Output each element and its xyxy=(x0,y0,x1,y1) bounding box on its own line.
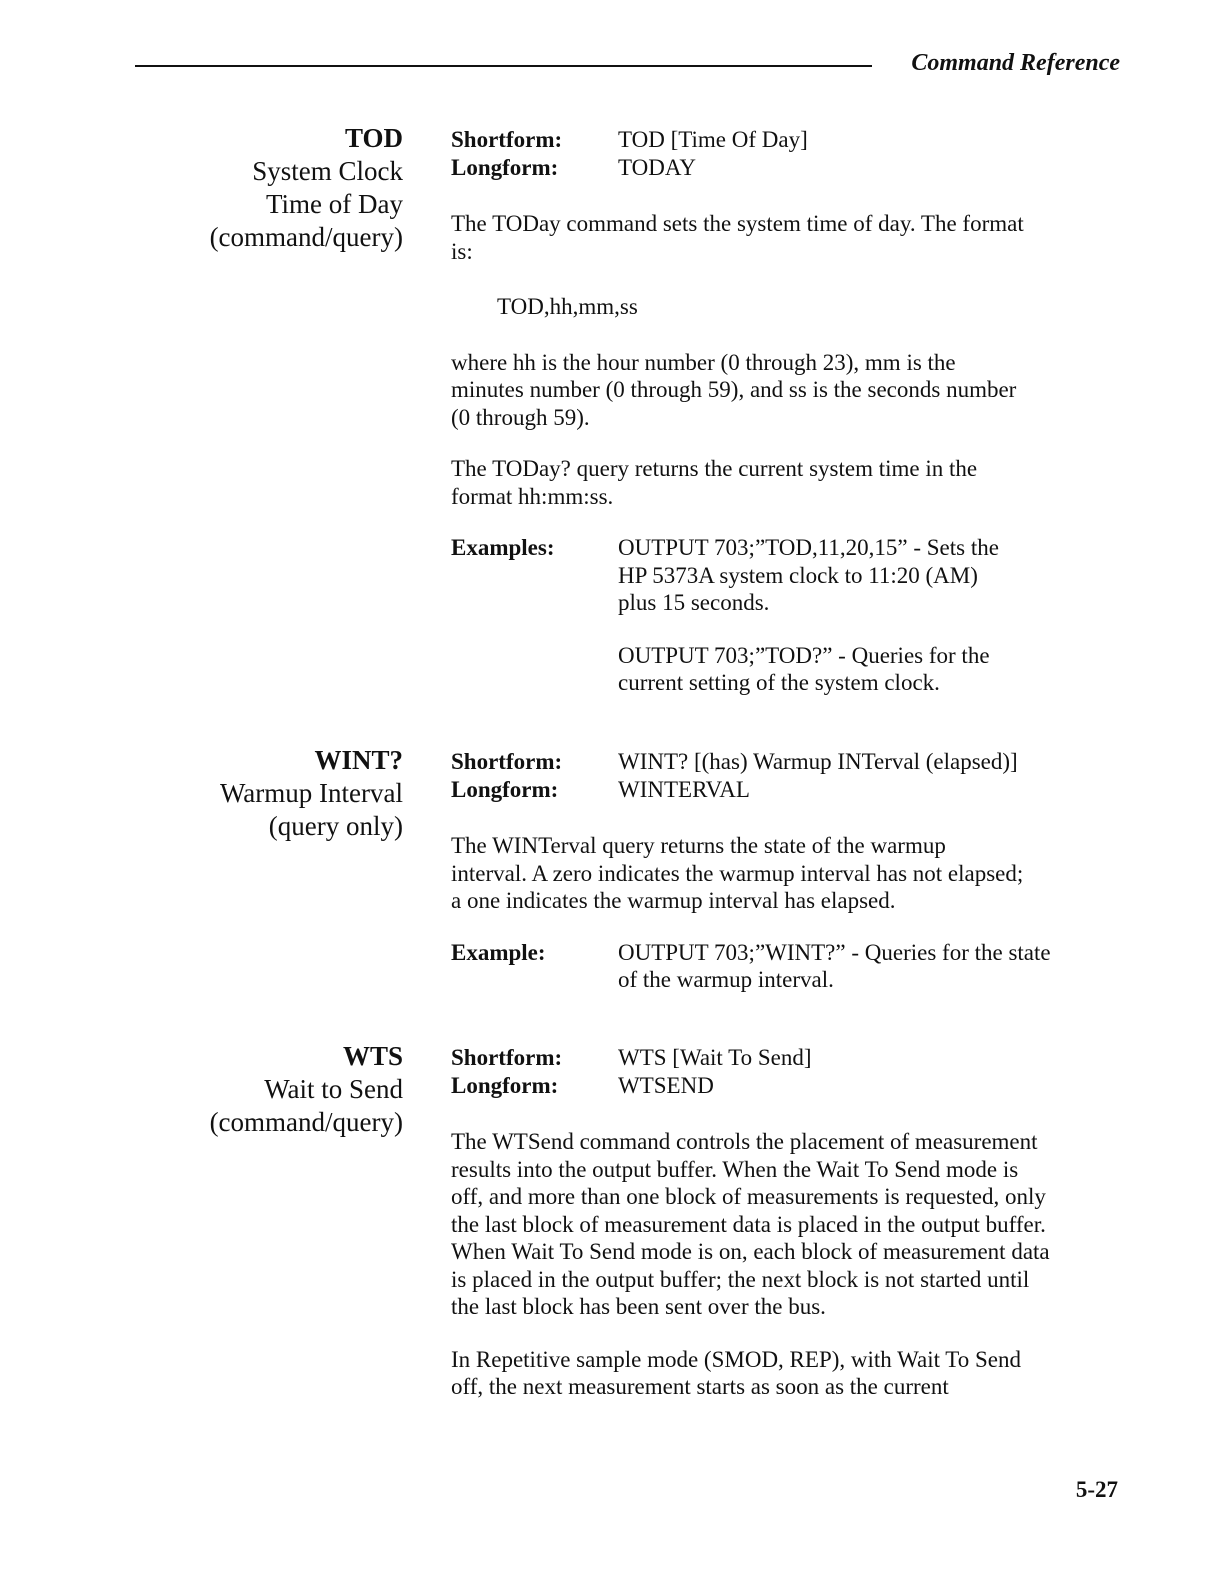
text-line: When Wait To Send mode is on, each block of measurement data xyxy=(451,1239,1050,1264)
text-line: current setting of the system clock. xyxy=(618,670,940,695)
text-line: The WINTerval query returns the state of the warmup xyxy=(451,833,946,858)
heading-line: WTS xyxy=(342,1041,403,1071)
shortform-label: Shortform: xyxy=(451,1045,563,1070)
examples-label: Example: xyxy=(451,939,546,965)
longform-value: WTSEND xyxy=(618,1072,714,1098)
text-line: The WTSend command controls the placement of measurement xyxy=(451,1129,1038,1154)
text-line: HP 5373A system clock to 11:20 (AM) xyxy=(618,562,978,588)
longform-row xyxy=(451,776,1051,804)
heading-line: Wait to Send xyxy=(264,1074,403,1104)
examples-row xyxy=(451,939,1051,994)
heading-line: (query only) xyxy=(268,811,403,841)
text-line: is placed in the output buffer; the next block is not started until xyxy=(451,1266,1030,1292)
text-line: interval. A zero indicates the warmup interval has not elapsed; xyxy=(451,860,1024,886)
wint-heading xyxy=(220,744,403,843)
longform-label: Longform: xyxy=(451,154,559,180)
example xyxy=(618,534,999,617)
shortform-value: WINT? [(has) Warmup INTerval (elapsed)] xyxy=(618,749,1018,774)
text-line: off, the next measurement starts as soon as the current xyxy=(451,1374,949,1399)
paragraph xyxy=(451,349,1024,432)
text-line: off, and more than one block of measurements is requested, only xyxy=(451,1184,1046,1209)
text-line: minutes number (0 through 59), and ss is the seconds number xyxy=(451,377,1017,402)
wts-heading xyxy=(210,1040,403,1139)
text-line: the last block of measurement data is placed in the output buffer. xyxy=(451,1211,1046,1237)
longform-row xyxy=(451,1072,1050,1100)
heading-line: (command/query) xyxy=(209,222,403,252)
examples-row xyxy=(451,534,1024,697)
shortform-value: WTS [Wait To Send] xyxy=(618,1045,812,1070)
text-line: of the warmup interval. xyxy=(618,967,834,992)
heading-line: Warmup Interval xyxy=(219,778,403,808)
code-example xyxy=(497,293,1024,321)
shortform-value: TOD [Time Of Day] xyxy=(618,127,808,152)
heading-line: System Clock xyxy=(252,156,403,186)
longform-row xyxy=(451,154,1024,182)
heading-line: Time of Day xyxy=(265,189,403,219)
text-line: results into the output buffer. When the Wait To Send mode is xyxy=(451,1156,1019,1182)
text-line: (0 through 59). xyxy=(451,404,590,430)
longform-label: Longform: xyxy=(451,776,559,802)
example xyxy=(618,939,1051,994)
paragraph xyxy=(451,1128,1050,1321)
shortform-row xyxy=(451,1044,1050,1072)
running-title: Command Reference xyxy=(911,50,1120,76)
tod-heading xyxy=(210,122,403,254)
paragraph xyxy=(451,832,1051,915)
text-line: OUTPUT 703;”TOD,11,20,15” - Sets the xyxy=(618,535,999,560)
text-line: In Repetitive sample mode (SMOD, REP), with Wait To Send xyxy=(451,1346,1022,1372)
text-line: The TODay? query returns the current system time in the xyxy=(451,456,978,481)
page-number: 5-27 xyxy=(1075,1477,1118,1502)
text-line: The TODay command sets the system time of day. The format xyxy=(451,211,1024,236)
examples-label: Examples: xyxy=(451,535,555,560)
wint-body xyxy=(451,748,1051,994)
longform-label: Longform: xyxy=(451,1072,559,1098)
paragraph xyxy=(451,210,1024,265)
text-line: format hh:mm:ss. xyxy=(451,483,614,509)
paragraph xyxy=(451,1346,1050,1401)
heading-line: (command/query) xyxy=(209,1107,403,1137)
text-line: OUTPUT 703;”WINT?” - Queries for the state xyxy=(618,939,1051,965)
text-line: the last block has been sent over the bus. xyxy=(451,1294,826,1319)
paragraph xyxy=(451,455,1024,510)
text-line: TOD,hh,mm,ss xyxy=(497,294,638,319)
wts-body xyxy=(451,1044,1050,1401)
example xyxy=(618,642,999,697)
text-line: OUTPUT 703;”TOD?” - Queries for the xyxy=(618,642,990,668)
longform-value: WINTERVAL xyxy=(618,776,750,802)
shortform-row xyxy=(451,748,1051,776)
shortform-label: Shortform: xyxy=(451,749,563,774)
text-line: is: xyxy=(451,238,473,264)
text-line: plus 15 seconds. xyxy=(618,590,770,615)
shortform-label: Shortform: xyxy=(451,127,563,152)
tod-body xyxy=(451,126,1024,697)
text-line: a one indicates the warmup interval has elapsed. xyxy=(451,888,896,913)
text-line: where hh is the hour number (0 through 23), mm is the xyxy=(451,349,956,375)
heading-line: TOD xyxy=(344,123,403,153)
shortform-row xyxy=(451,126,1024,154)
heading-line: WINT? xyxy=(314,745,403,775)
header-rule xyxy=(135,65,872,67)
longform-value: TODAY xyxy=(618,154,696,180)
